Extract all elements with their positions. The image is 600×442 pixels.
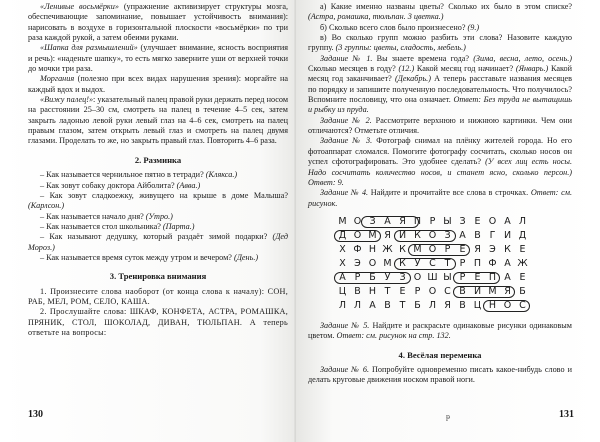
grid-letter: О bbox=[503, 299, 512, 311]
task-paragraph: 2. Прослушайте слова: ШКАФ, КОНФЕТА, АСТРА, РОМАШКА, ПРЯНИК, СТОЛ, ШОКОЛАД, ДИВАН, ТЮЛЬПАН. А теперь ответьте на вопросы: bbox=[28, 307, 288, 337]
page-number: 130 bbox=[28, 408, 43, 420]
grid-letter: Е bbox=[519, 271, 526, 283]
word-oval bbox=[453, 286, 515, 298]
task-paragraph: Задание № 2. Рассмотрите верхнюю и нижнюю картинки. Чем они отличаются? Отметьте отличия. bbox=[308, 115, 572, 136]
question-line: – Как называется чернильное пятно в тетради? (Клякса.) bbox=[40, 170, 238, 180]
grid-letter: Р bbox=[354, 271, 361, 283]
grid-letter: Л bbox=[353, 299, 362, 311]
grid-letter: В bbox=[459, 285, 466, 297]
grid-letter: Л bbox=[338, 299, 347, 311]
grid-letter: В bbox=[459, 299, 466, 311]
exercise-paragraph: «Ленивые восьмёрки» (упражнение активизирует структуры мозга, обеспечивающие запоминание, повышает устойчивость внимания): нарисовать в воздухе в горизонтальной плоскости «восьмёрки» по три раза каждой рукой, а затем обеими руками. bbox=[28, 2, 289, 43]
question-line: – Как называется время суток между утром и вечером? (День.) bbox=[40, 252, 259, 262]
grid-letter bbox=[530, 229, 545, 243]
grid-letter: П bbox=[413, 215, 422, 227]
grid-letter: М bbox=[338, 215, 347, 227]
grid-letter: Т bbox=[399, 299, 406, 311]
grid-letter: У bbox=[384, 271, 391, 283]
grid-letter: Е bbox=[474, 215, 481, 227]
grid-letter: Р bbox=[459, 271, 466, 283]
grid-letter: Я bbox=[474, 243, 481, 255]
grid-letter: А bbox=[339, 271, 346, 283]
grid-letter: Е bbox=[459, 243, 466, 255]
task-paragraph: Задание № 1. Вы знаете времена года? (Зима, весна, лето, осень.) Сколько месяцев в году? (12.) Какой месяц год начинает? (Январь.) Какой месяц год заканчивает? (Декабрь.) А теперь расставьте названия месяцев по порядку и запишите полученную последовательность. Что получилось? Вспомните пословицу, что она означает. Ответ: Без труда не вытащишь и рыбку из пруда. bbox=[308, 53, 573, 115]
grid-letter bbox=[530, 215, 545, 229]
grid-letter: У bbox=[414, 257, 421, 269]
grid-letter: Л bbox=[428, 299, 437, 311]
letter-grid-wrapper bbox=[308, 215, 572, 313]
word-oval bbox=[394, 230, 456, 242]
exercise-paragraph: «Шапка для размышлений» (улучшает внимание, ясность восприятия и речь): «наденьте шапку», то есть мягко заверните уши от верхней точки до мочки три раза. bbox=[28, 43, 288, 74]
exercise-paragraph: Моргания (полезно при всех видах нарушения зрения): моргайте на каждый вдох и выдох. bbox=[28, 74, 288, 94]
grid-letter: Я bbox=[384, 229, 391, 241]
grid-letter: О bbox=[353, 229, 362, 241]
task-paragraph: Задание № 4. Найдите и прочитайте все слова в строчках. Ответ: см. рисунок. bbox=[308, 188, 572, 208]
grid-letter: К bbox=[399, 243, 406, 255]
task-paragraph: Задание № 5. Найдите и раскрасьте одинаковые рисунки одинаковым цветом. Ответ: см. рисунок на стр. 132. bbox=[308, 320, 572, 341]
question-line: – Как называют дедушку, который раздаёт зимой подарки? (Дед Мороз.) bbox=[28, 232, 288, 252]
word-oval bbox=[334, 230, 381, 242]
grid-letter: О bbox=[488, 215, 497, 227]
grid-letter: З bbox=[444, 229, 451, 241]
grid-letter: З bbox=[369, 215, 376, 227]
answer-line: в) Во сколько групп можно разбить эти слова? Назовите каждую группу. (3 группы: цветы, сладость, мебель.) bbox=[308, 33, 572, 53]
grid-letter: И bbox=[473, 285, 482, 297]
margin-mark: ᵽ bbox=[446, 411, 450, 421]
grid-letter: К bbox=[399, 257, 406, 269]
grid-letter: Ц bbox=[473, 299, 482, 311]
grid-letter bbox=[530, 257, 545, 271]
grid-letter: О bbox=[353, 215, 362, 227]
word-oval bbox=[453, 272, 500, 284]
grid-letter: Э bbox=[489, 243, 496, 255]
grid-letter: А bbox=[504, 257, 511, 269]
question-line: – Как зовут сладкоежку, живущего на крыше в доме Малыша? (Карлсон.) bbox=[28, 190, 288, 211]
grid-letter: Н bbox=[368, 243, 377, 255]
grid-letter: Ж bbox=[382, 243, 393, 255]
question-line: – Как называется стол школьника? (Парта.) bbox=[40, 221, 195, 231]
grid-letter: Ф bbox=[353, 243, 362, 255]
grid-letter: А bbox=[384, 215, 391, 227]
grid-letter: Ф bbox=[488, 257, 497, 269]
grid-letter: Я bbox=[444, 299, 451, 311]
grid-letter: Х bbox=[339, 243, 346, 255]
grid-letter: Б bbox=[369, 271, 376, 283]
grid-letter: М bbox=[488, 285, 497, 297]
grid-letter: Т bbox=[384, 285, 391, 297]
grid-letter: Я bbox=[504, 285, 511, 297]
grid-letter: Ж bbox=[517, 257, 528, 269]
grid-letter: И bbox=[503, 229, 512, 241]
grid-letter: Н bbox=[368, 285, 377, 297]
grid-letter: Р bbox=[459, 257, 466, 269]
grid-letter: О bbox=[428, 243, 437, 255]
grid-letter: С bbox=[519, 299, 526, 311]
grid-letter: Е bbox=[519, 243, 526, 255]
grid-letter: В bbox=[354, 285, 361, 297]
word-search-grid bbox=[335, 215, 545, 313]
grid-letter: А bbox=[504, 271, 511, 283]
grid-letter: П bbox=[488, 271, 497, 283]
grid-letter: О bbox=[368, 257, 377, 269]
grid-letter: К bbox=[504, 243, 511, 255]
grid-letter: Г bbox=[489, 229, 496, 241]
grid-letter: Н bbox=[488, 299, 497, 311]
grid-letter: Б bbox=[414, 299, 421, 311]
grid-letter: З bbox=[459, 215, 466, 227]
grid-letter: К bbox=[414, 229, 421, 241]
grid-letter: О bbox=[428, 285, 437, 297]
grid-letter: Д bbox=[518, 229, 527, 241]
grid-letter: О bbox=[428, 229, 437, 241]
grid-letter: О bbox=[413, 271, 422, 283]
grid-letter: С bbox=[444, 285, 451, 297]
right-page bbox=[296, 0, 600, 442]
grid-letter: Т bbox=[444, 257, 451, 269]
grid-letter: Э bbox=[354, 257, 361, 269]
page-number: 131 bbox=[559, 408, 574, 420]
section-heading: 4. Весёлая переменка bbox=[398, 349, 482, 360]
grid-letter: Л bbox=[518, 215, 527, 227]
grid-letter: Е bbox=[474, 271, 481, 283]
grid-letter: М bbox=[368, 229, 377, 241]
word-oval bbox=[394, 258, 456, 270]
grid-letter bbox=[530, 299, 545, 313]
word-oval bbox=[334, 272, 411, 284]
grid-letter: Р bbox=[414, 285, 421, 297]
word-oval bbox=[361, 216, 419, 228]
grid-letter: А bbox=[459, 229, 466, 241]
grid-letter: С bbox=[429, 257, 436, 269]
grid-letter: Я bbox=[399, 215, 406, 227]
task-paragraph: Задание № 3. Фотограф снимал на плёнку жителей города. Но его фотоаппарат сломался. Помогите фотографу сосчитать, сколько носов он успел сфотографировать. Это удобнее сделать? (У всех лиц есть носы. Надо сосчитать количество носов, и станет ясно, сколько персон.) Ответ: 9. bbox=[308, 136, 572, 187]
word-oval bbox=[408, 244, 470, 256]
grid-letter: П bbox=[473, 257, 482, 269]
grid-letter: В bbox=[384, 299, 391, 311]
grid-letter: Ы bbox=[443, 271, 452, 283]
grid-letter: З bbox=[399, 271, 406, 283]
grid-letter bbox=[530, 271, 545, 285]
grid-letter: В bbox=[474, 229, 481, 241]
grid-letter: Ы bbox=[443, 215, 452, 227]
section-heading: 3. Тренировка внимания bbox=[109, 271, 207, 282]
question-line: – Как называется начало дня? (Утро.) bbox=[40, 211, 173, 221]
grid-letter: Ш bbox=[427, 271, 438, 283]
grid-letter: М bbox=[383, 257, 392, 269]
grid-letter: Р bbox=[444, 243, 451, 255]
grid-letter: И bbox=[398, 229, 407, 241]
question-line: – Как зовут собаку доктора Айболита? (Авва.) bbox=[40, 180, 201, 190]
task-paragraph: 1. Произнесите слова наоборот (от конца слова к началу): СОН, РАБ, МЕЛ, РОМ, СЕЛО, КАША. bbox=[28, 286, 288, 306]
grid-letter: Е bbox=[399, 285, 406, 297]
grid-letter bbox=[530, 243, 545, 257]
grid-letter: А bbox=[369, 299, 376, 311]
grid-letter: Р bbox=[429, 215, 436, 227]
exercise-paragraph: «Вижу палец!»: указательный палец правой руки держать перед носом на расстоянии 25–30 см, смотреть на палец в течение 4–5 сек, затем закрыть ладонью левой руки левый глаз на 4–6 сек, смотреть на палец правым глазом, затем открыть левый глаз и смотреть на палец двумя глазами. Проделать то же, но закрыть правый глаз. Повторить 4–6 раза. bbox=[28, 95, 288, 146]
section-heading: 2. Разминка bbox=[134, 154, 182, 165]
answer-line: б) Сколько всего слов было произнесено? (9.) bbox=[320, 22, 480, 32]
grid-letter: А bbox=[504, 215, 511, 227]
grid-letter: Д bbox=[338, 229, 347, 241]
word-oval bbox=[483, 300, 530, 312]
left-page bbox=[0, 0, 296, 442]
grid-letter: Х bbox=[339, 257, 346, 269]
grid-letter: Ц bbox=[338, 285, 347, 297]
grid-letter bbox=[530, 285, 545, 299]
grid-letter: М bbox=[413, 243, 422, 255]
grid-letter: Б bbox=[519, 285, 526, 297]
task-paragraph: Задание № 6. Попробуйте одновременно писать какое-нибудь слово и делать круговые движения носком правой ноги. bbox=[308, 364, 572, 385]
answer-line: а) Какие именно названы цветы? Сколько их было в этом списке? (Астра, ромашка, тюльпан. 3 цветка.) bbox=[308, 2, 572, 22]
